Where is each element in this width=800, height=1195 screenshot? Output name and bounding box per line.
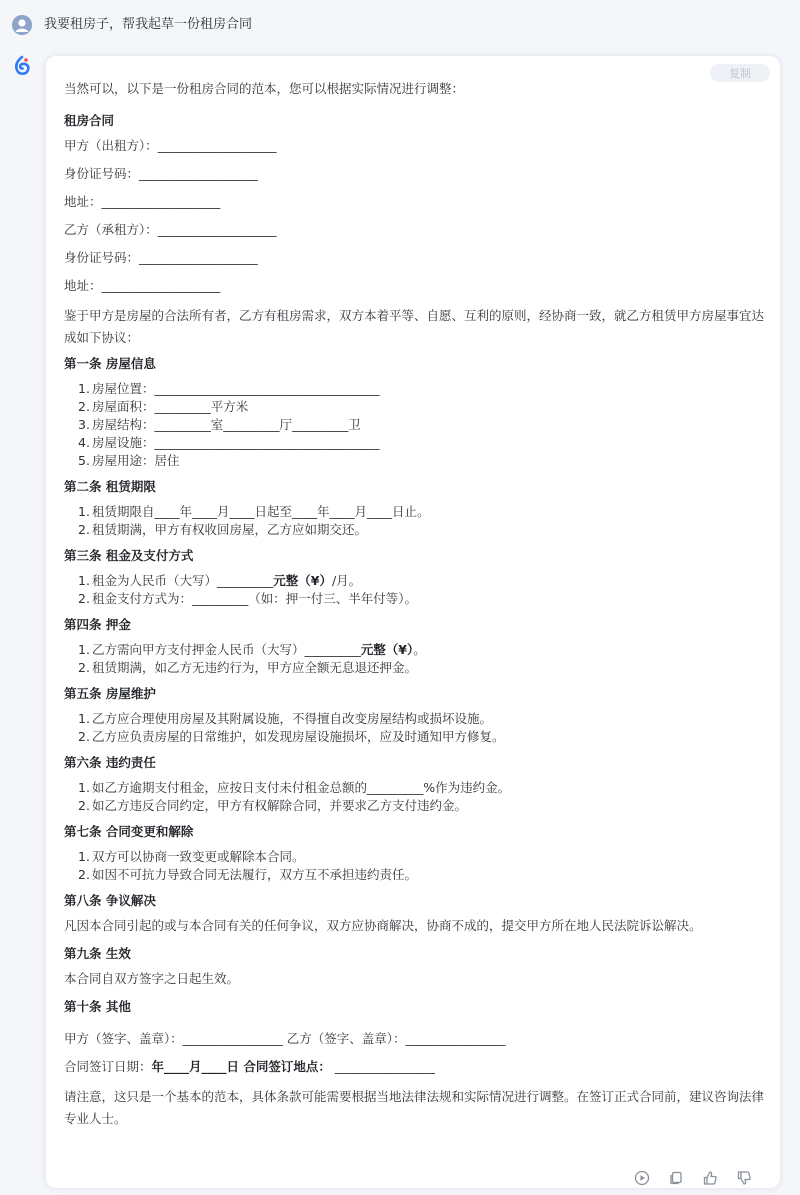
section-8-title: 第八条 争议解决 [64,893,156,908]
copy-button[interactable]: 复制 [710,64,770,82]
section-4-title: 第四条 押金 [64,617,131,632]
party-b-address-field: 地址：___________________ [64,278,221,293]
contract-title: 租房合同 [64,113,115,128]
list-item: 5. 房屋用途：居住 [78,453,180,468]
section-9-title: 第九条 生效 [64,946,131,961]
list-item: 2. 租赁期满，甲方有权收回房屋，乙方应如期交还。 [78,522,368,537]
preamble-text: 鉴于甲方是房屋的合法所有者，乙方有租房需求，双方本着平等、自愿、互利的原则，经协商一致，就乙方租赁甲方房屋事宜达成如下协议： [64,308,765,345]
section-1-list [78,380,764,470]
list-item: 1. 乙方需向甲方支付押金人民币（大写）_________元整（¥）。 [78,642,426,657]
party-b-id-field: 身份证号码：___________________ [64,250,258,265]
party-a-id-field: 身份证号码：___________________ [64,166,258,181]
section-3-list [78,572,764,608]
section-4-list [78,641,764,677]
list-item: 3. 房屋结构：_________室_________厅_________卫 [78,417,361,432]
copy-icon[interactable] [668,1170,684,1186]
party-b-field: 乙方（承租方）：___________________ [64,222,277,237]
section-5-title: 第五条 房屋维护 [64,686,156,701]
signature-block [64,1030,764,1076]
section-7-title: 第七条 合同变更和解除 [64,824,194,839]
section-9-text: 本合同自双方签字之日起生效。 [64,971,240,986]
list-item: 1. 如乙方逾期支付租金，应按日支付未付租金总额的_________%作为违约金。 [78,780,511,795]
section-7-list [78,848,764,884]
list-item: 2. 租金支付方式为：_________（如：押一付三、半年付等）。 [78,591,418,606]
list-item: 4. 房屋设施：____________________________________ [78,435,380,450]
sign-date-line: 合同签订日期：年____月____日 合同签订地点： ________________ [64,1059,435,1074]
assistant-logo-icon [11,55,33,77]
signature-line: 甲方（签字、盖章）：________________ 乙方（签字、盖章）：________________ [64,1031,506,1046]
section-8-text: 凡因本合同引起的或与本合同有关的任何争议，双方应协商解决，协商不成的，提交甲方所在地人民法院诉讼解决。 [64,918,702,933]
party-a-address-field: 地址：___________________ [64,194,221,209]
thumbs-down-icon[interactable] [736,1170,752,1186]
user-message-row [12,14,252,36]
thumbs-up-icon[interactable] [702,1170,718,1186]
list-item: 1. 租赁期限自____年____月____日起至____年____月____日止。 [78,504,430,519]
list-item: 2. 如因不可抗力导致合同无法履行，双方互不承担违约责任。 [78,867,418,882]
list-item: 1. 租金为人民币（大写）_________元整（¥）/月。 [78,573,362,588]
section-10-title: 第十条 其他 [64,999,131,1014]
list-item: 1. 双方可以协商一致变更或解除本合同。 [78,849,305,864]
section-6-title: 第六条 违约责任 [64,755,156,770]
section-2-list [78,503,764,539]
list-item: 1. 房屋位置：____________________________________ [78,381,380,396]
section-1-title: 第一条 房屋信息 [64,356,156,371]
assistant-response-card [46,56,780,1188]
response-actions [634,1170,752,1186]
list-item: 1. 乙方应合理使用房屋及其附属设施，不得擅自改变房屋结构或损坏设施。 [78,711,493,726]
section-6-list [78,779,764,815]
intro-text: 当然可以，以下是一份租房合同的范本，您可以根据实际情况进行调整： [64,81,465,96]
list-item: 2. 房屋面积：_________平方米 [78,399,249,414]
user-message-text: 我要租房子，帮我起草一份租房合同 [44,17,253,32]
section-2-title: 第二条 租赁期限 [64,479,156,494]
list-item: 2. 租赁期满，如乙方无违约行为，甲方应全额无息退还押金。 [78,660,418,675]
section-5-list [78,710,764,746]
disclaimer-note: 请注意，这只是一个基本的范本，具体条款可能需要根据当地法律法规和实际情况进行调整。在签订正式合同前，建议咨询法律专业人士。 [64,1089,765,1126]
user-avatar [12,15,32,35]
play-icon[interactable] [634,1170,650,1186]
list-item: 2. 乙方应负责房屋的日常维护，如发现房屋设施损坏，应及时通知甲方修复。 [78,729,505,744]
party-a-field: 甲方（出租方）：___________________ [64,138,277,153]
list-item: 2. 如乙方违反合同约定，甲方有权解除合同，并要求乙方支付违约金。 [78,798,468,813]
response-content [64,80,764,1136]
section-3-title: 第三条 租金及支付方式 [64,548,194,563]
